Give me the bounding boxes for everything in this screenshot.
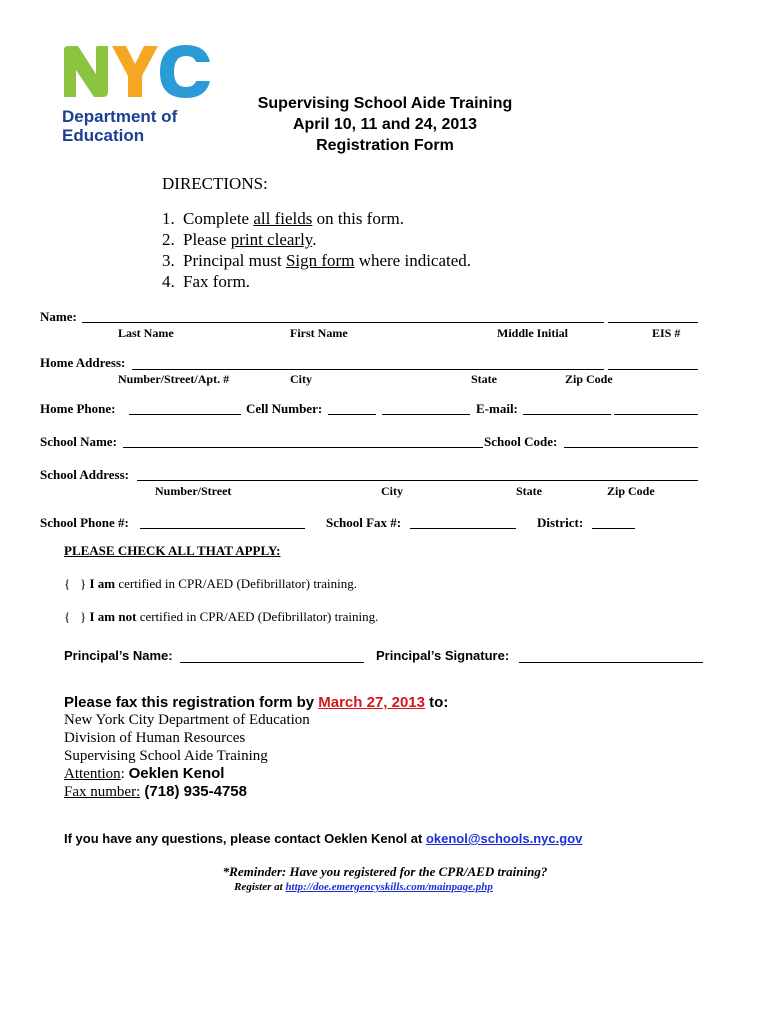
home-address-field[interactable]	[132, 369, 604, 370]
home-city-caption: City	[290, 372, 312, 386]
checkbox-bracket[interactable]: { }	[64, 576, 87, 591]
logo-dept-line2: Education	[62, 126, 145, 145]
principal-signature-label: Principal’s Signature:	[376, 648, 510, 663]
district-field[interactable]	[592, 528, 635, 529]
school-code-label: School Code:	[484, 434, 558, 449]
name-field[interactable]	[82, 322, 604, 323]
option-bold-text: I am	[89, 576, 116, 591]
option-text: certified in CPR/AED (Defibrillator) training.	[136, 609, 379, 624]
header-title: Supervising School Aide Training	[257, 95, 513, 112]
direction-item: 2. Please print clearly.	[162, 230, 317, 249]
reminder-text: *Reminder: Have you registered for the CPR/AED training?	[222, 864, 548, 879]
home-zip-caption: Zip Code	[565, 372, 613, 386]
register-line: Register at http://doe.emergencyskills.com/mainpage.php	[234, 881, 493, 893]
directions-heading: DIRECTIONS:	[162, 174, 268, 193]
fax-number-line: Fax number: (718) 935-4758	[64, 783, 247, 800]
principal-signature-field[interactable]	[519, 662, 703, 663]
eis-field[interactable]	[608, 322, 698, 323]
school-street-caption: Number/Street	[155, 484, 232, 498]
fax-instruction: Please fax this registration form by March 27, 2013 to:	[64, 694, 449, 711]
direction-item: 1. Complete all fields on this form.	[162, 209, 404, 228]
school-phone-label: School Phone #:	[40, 515, 129, 530]
school-address-field[interactable]	[137, 480, 698, 481]
school-city-caption: City	[381, 484, 403, 498]
fax-deadline: March 27, 2013	[318, 694, 425, 711]
option-text: certified in CPR/AED (Defibrillator) training.	[115, 576, 358, 591]
eis-caption: EIS #	[652, 326, 681, 340]
last-name-caption: Last Name	[118, 326, 174, 340]
directions-list	[162, 208, 471, 292]
school-name-label: School Name:	[40, 434, 117, 449]
check-heading: PLEASE CHECK ALL THAT APPLY:	[64, 543, 281, 558]
nyc-doe-logo	[62, 42, 222, 145]
school-fax-label: School Fax #:	[326, 515, 402, 530]
email-field-2[interactable]	[614, 414, 698, 415]
school-code-field[interactable]	[564, 447, 698, 448]
home-state-caption: State	[471, 372, 497, 386]
email-label: E-mail:	[476, 401, 518, 416]
direction-item: 3. Principal must Sign form where indicated.	[162, 251, 472, 270]
school-state-caption: State	[516, 484, 542, 498]
fax-address-line: Supervising School Aide Training	[64, 748, 268, 764]
school-phone-field[interactable]	[140, 528, 305, 529]
first-name-caption: First Name	[290, 326, 348, 340]
home-zip-field[interactable]	[608, 369, 698, 370]
home-address-label: Home Address:	[40, 355, 126, 370]
school-name-field[interactable]	[123, 447, 483, 448]
cpr-certified-option[interactable]	[64, 576, 357, 592]
cpr-not-certified-option[interactable]	[64, 609, 378, 625]
nyc-logo-graphic	[62, 42, 222, 102]
school-fax-field[interactable]	[410, 528, 516, 529]
cell-number-field[interactable]	[328, 414, 376, 415]
logo-dept-line1: Department of	[62, 107, 178, 126]
middle-initial-caption: Middle Initial	[497, 326, 569, 340]
home-phone-field[interactable]	[129, 414, 241, 415]
principal-name-field[interactable]	[180, 662, 364, 663]
header-form-name: Registration Form	[316, 137, 454, 154]
option-bold-text: I am not	[89, 609, 137, 624]
principal-name-label: Principal’s Name:	[64, 648, 173, 663]
fax-address-line: Division of Human Resources	[64, 730, 246, 746]
email-field[interactable]	[523, 414, 611, 415]
attention-line: Attention: Oeklen Kenol	[64, 765, 225, 782]
register-url-link[interactable]: http://doe.emergencyskills.com/mainpage.php	[285, 881, 493, 893]
questions-line: If you have any questions, please contact Oeklen Kenol at okenol@schools.nyc.gov	[64, 831, 583, 846]
header-dates: April 10, 11 and 24, 2013	[292, 116, 478, 133]
cell-number-field-2[interactable]	[382, 414, 470, 415]
school-address-label: School Address:	[40, 467, 129, 482]
fax-address-line: New York City Department of Education	[64, 712, 310, 728]
fax-address-block	[64, 711, 310, 801]
contact-email-link[interactable]: okenol@schools.nyc.gov	[425, 831, 583, 846]
district-label: District:	[537, 515, 584, 530]
direction-item: 4. Fax form.	[162, 272, 251, 291]
home-phone-label: Home Phone:	[40, 401, 116, 416]
checkbox-bracket[interactable]: { }	[64, 609, 87, 624]
school-zip-caption: Zip Code	[607, 484, 655, 498]
name-label: Name:	[40, 309, 77, 324]
home-street-caption: Number/Street/Apt. #	[118, 372, 230, 386]
cell-number-label: Cell Number:	[246, 401, 323, 416]
